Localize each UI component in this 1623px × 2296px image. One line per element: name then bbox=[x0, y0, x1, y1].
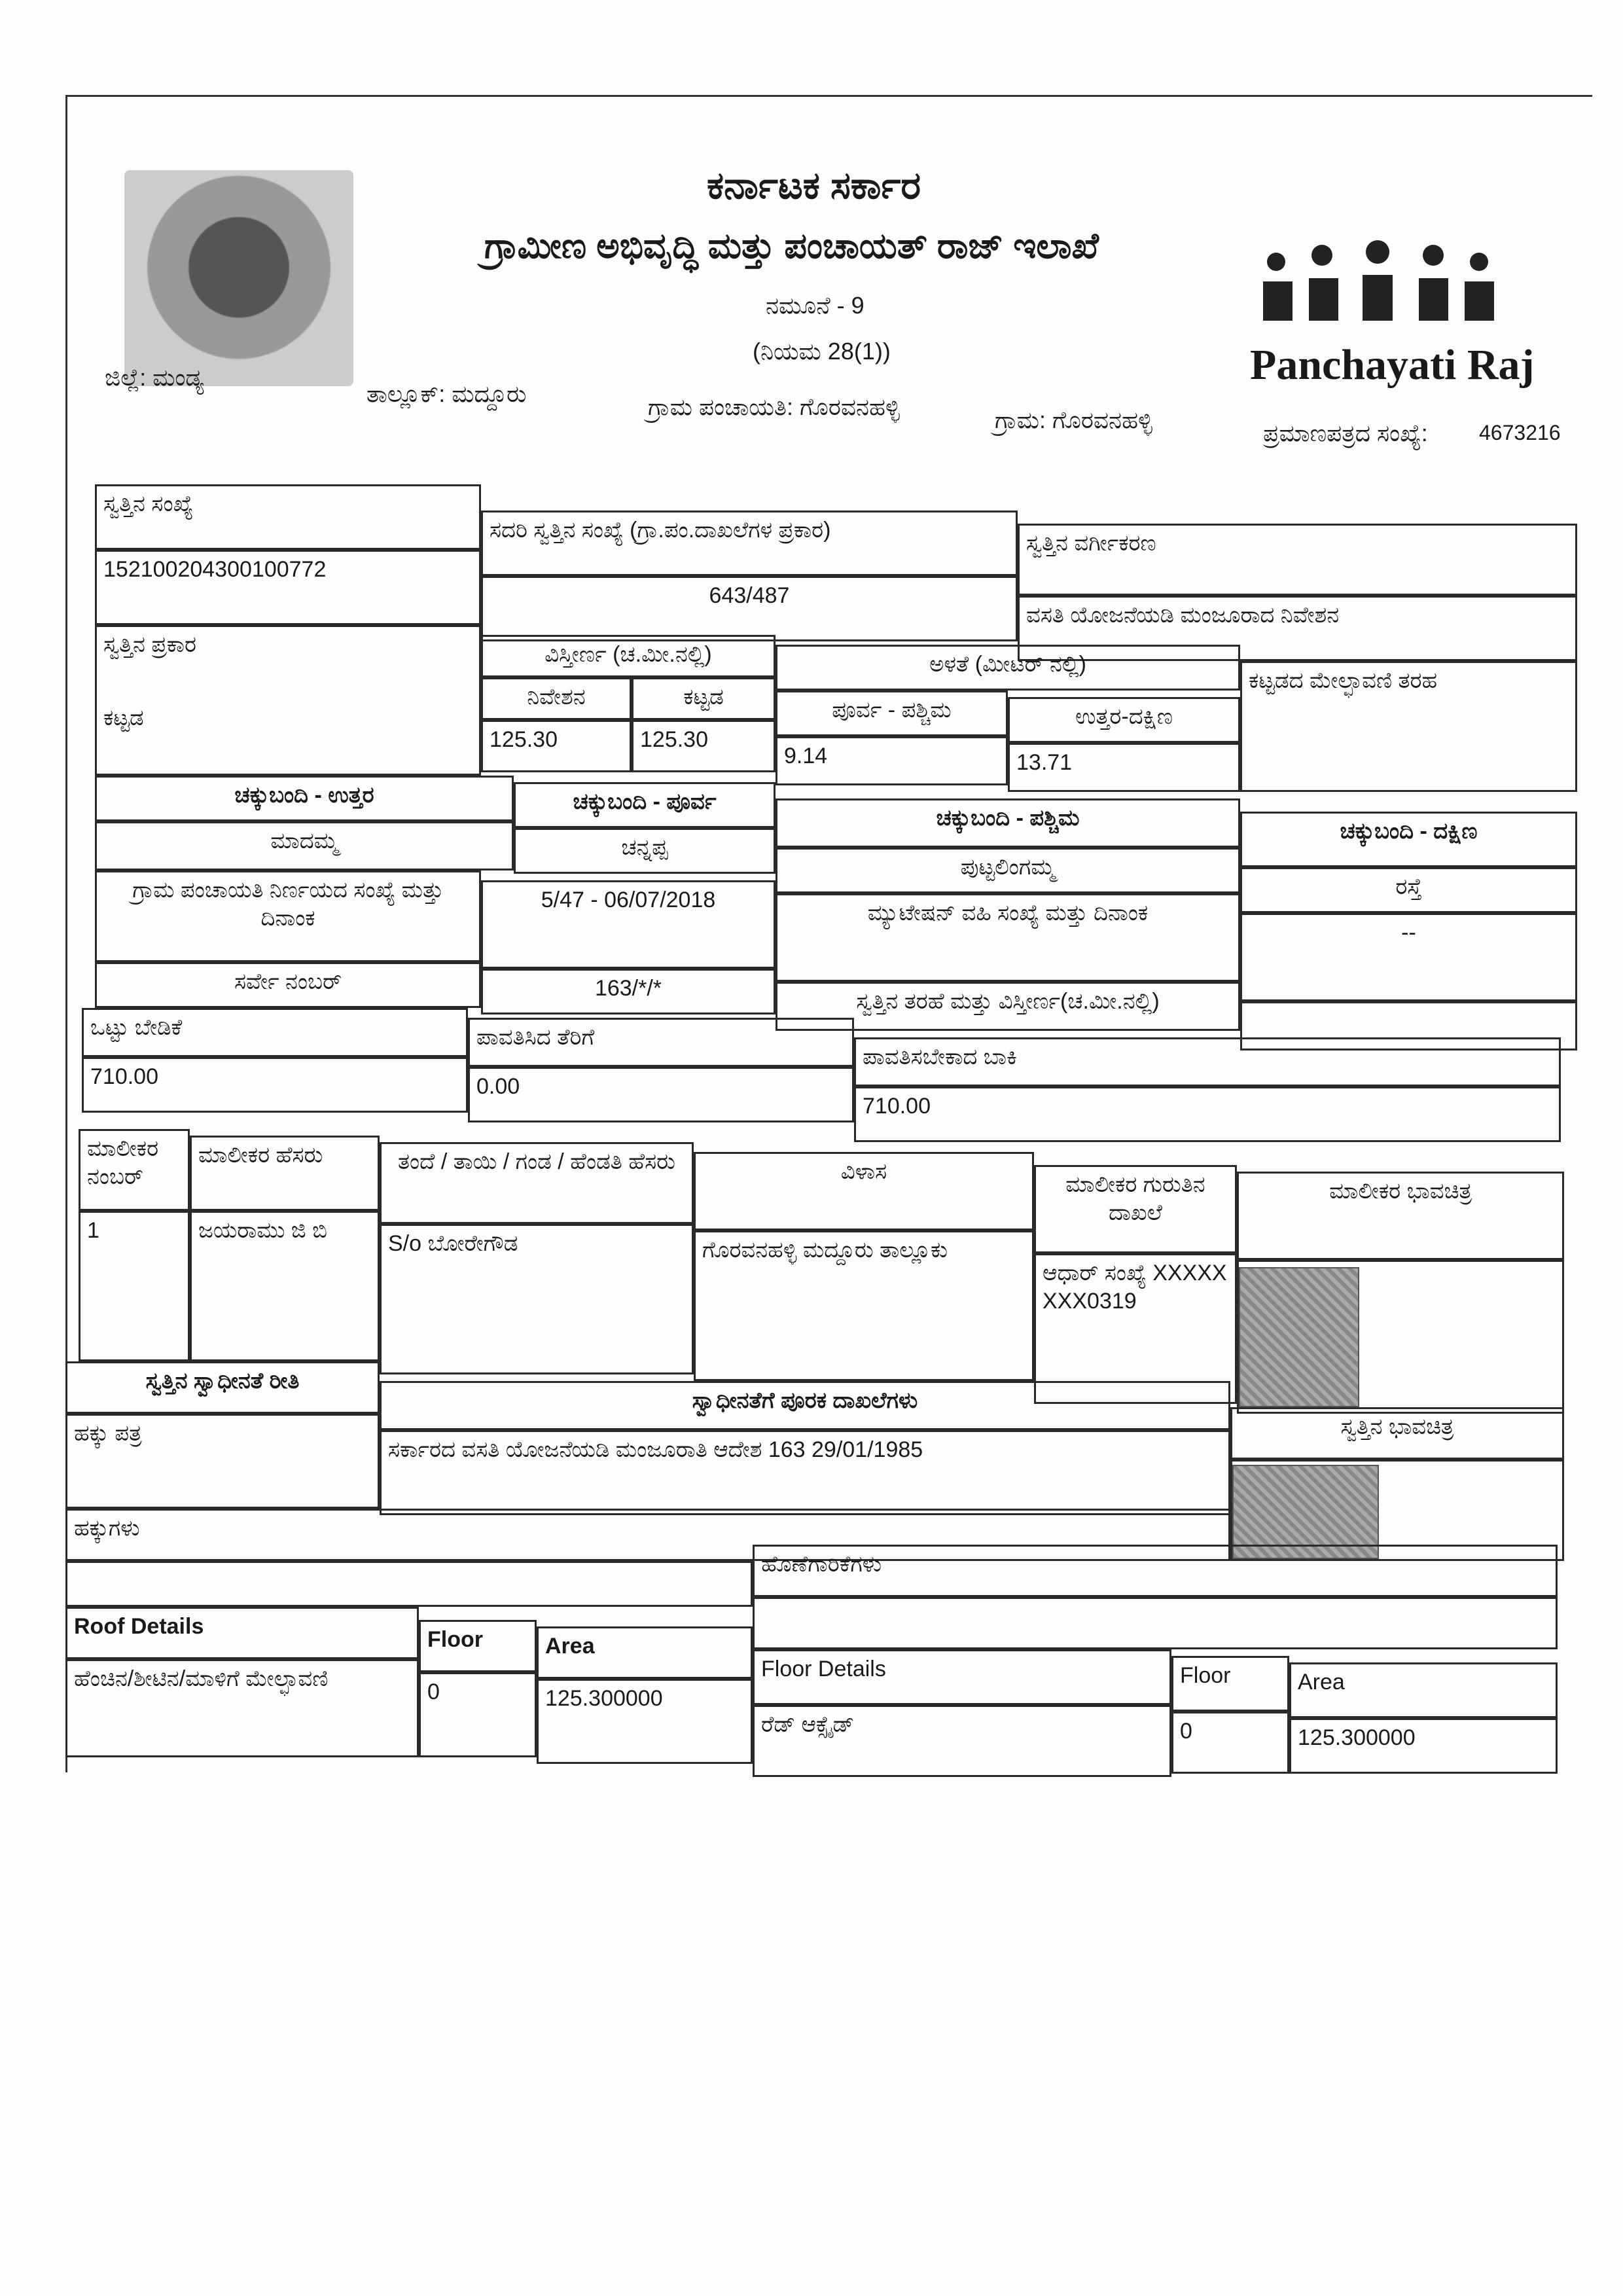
area-label: ವಿಸ್ತೀರ್ಣ (ಚ.ಮೀ.ನಲ್ಲಿ) bbox=[481, 635, 776, 677]
due-label: ಪಾವತಿಸಬೇಕಾದ ಬಾಕಿ bbox=[854, 1037, 1561, 1086]
floor-title: Floor Details bbox=[753, 1649, 1171, 1705]
roof-title: Roof Details bbox=[65, 1607, 419, 1659]
rights-label: ಹಕ್ಕುಗಳು bbox=[65, 1509, 1230, 1561]
south-boundary: ರಸ್ತೆ bbox=[1240, 867, 1577, 913]
liabilities-label: ಹೊಣೆಗಾರಿಕೆಗಳು bbox=[753, 1545, 1558, 1597]
roof-floor: 0 bbox=[419, 1672, 537, 1757]
east-boundary: ಚನ್ನಪ್ಪ bbox=[514, 828, 776, 874]
id-proof-label: ಮಾಲೀಕರ ಗುರುತಿನ ದಾಖಲೆ bbox=[1034, 1165, 1237, 1253]
roof-type-label: ಕಟ್ಟಡದ ಮೇಲ್ಛಾವಣಿ ತರಹ bbox=[1240, 661, 1577, 792]
north-south: 13.71 bbox=[1008, 743, 1240, 792]
demand-label: ಒಟ್ಟು ಬೇಡಿಕೆ bbox=[82, 1008, 468, 1057]
survey-label: ಸರ್ವೇ ನಂಬರ್ bbox=[95, 962, 481, 1008]
classification-label: ಸ್ವತ್ತಿನ ವರ್ಗೀಕರಣ bbox=[1018, 524, 1577, 596]
building-label: ಕಟ್ಟಡ bbox=[632, 677, 776, 720]
floor-floor: 0 bbox=[1171, 1712, 1289, 1774]
north-boundary: ಮಾದಮ್ಮ bbox=[95, 821, 514, 870]
north-label: ಚಕ್ಕುಬಂದಿ - ಉತ್ತರ bbox=[95, 776, 514, 821]
roof-floor-label: Floor bbox=[419, 1620, 537, 1672]
sadari-number: 643/487 bbox=[481, 576, 1018, 641]
site-area: 125.30 bbox=[481, 720, 632, 772]
property-photo-label: ಸ್ವತ್ತಿನ ಭಾವಚಿತ್ರ bbox=[1230, 1407, 1564, 1460]
property-id-label: ಸ್ವತ್ತಿನ ಸಂಖ್ಯೆ bbox=[95, 484, 481, 550]
certificate-label: ಪ್ರಮಾಣಪತ್ರದ ಸಂಖ್ಯೆ: bbox=[1263, 420, 1428, 446]
floor-area: 125.300000 bbox=[1289, 1718, 1558, 1774]
ownership-mode: ಹಕ್ಕು ಪತ್ರ bbox=[65, 1414, 380, 1509]
owner-id-proof: ಆಧಾರ್ ಸಂಖ್ಯೆ XXXXXXXX0319 bbox=[1034, 1253, 1237, 1404]
property-id: 152100204300100772 bbox=[95, 550, 481, 625]
liabilities-value bbox=[753, 1597, 1558, 1649]
dimensions-label: ಅಳತೆ (ಮೀಟರ್ ನಲ್ಲಿ) bbox=[776, 645, 1240, 691]
resolution-value: 5/47 - 06/07/2018 bbox=[481, 880, 776, 969]
district: ಜಿಲ್ಲೆ: ಮಂಡ್ಯ bbox=[105, 364, 204, 391]
supporting-docs: ಸರ್ಕಾರದ ವಸತಿ ಯೋಜನೆಯಡಿ ಮಂಜೂರಾತಿ ಆದೇಶ 163 29/01/1985 bbox=[380, 1430, 1230, 1515]
east-label: ಚಕ್ಕುಬಂದಿ - ಪೂರ್ವ bbox=[514, 782, 776, 828]
north-south-label: ಉತ್ತರ-ದಕ್ಷಿಣ bbox=[1008, 697, 1240, 743]
dept-title: ಗ್ರಾಮೀಣ ಅಭಿವೃದ್ಧಿ ಮತ್ತು ಪಂಚಾಯತ್ ರಾಜ್ ಇಲಾಖೆ bbox=[484, 226, 1099, 266]
gram-panchayat: ಗ್ರಾಮ ಪಂಚಾಯತಿ: ಗೊರವನಹಳ್ಳಿ bbox=[648, 393, 900, 420]
owner-name-label: ಮಾಲೀಕರ ಹೆಸರು bbox=[190, 1136, 380, 1211]
property-type: ಕಟ್ಟಡ bbox=[95, 700, 481, 776]
owner-address: ಗೊರವನಹಳ್ಳಿ ಮದ್ದೂರು ತಾಲ್ಲೂಕು bbox=[694, 1230, 1034, 1381]
state-emblem-icon bbox=[124, 170, 353, 386]
floor-floor-label: Floor bbox=[1171, 1656, 1289, 1712]
ownership-mode-label: ಸ್ವತ್ತಿನ ಸ್ವಾಧೀನತೆ ರೀತಿ bbox=[65, 1361, 380, 1414]
mutation-value: -- bbox=[1240, 913, 1577, 1001]
sadari-label: ಸದರಿ ಸ್ವತ್ತಿನ ಸಂಖ್ಯೆ (ಗ್ರಾ.ಪಂ.ದಾಖಲೆಗಳ ಪ್ರಕಾರ) bbox=[481, 511, 1018, 576]
west-label: ಚಕ್ಕುಬಂದಿ - ಪಶ್ಚಿಮ bbox=[776, 798, 1240, 848]
parent-name: S/o ಬೋರೇಗೌಡ bbox=[380, 1224, 694, 1374]
roof-type: ಹೆಂಚಿನ/ಶೀಟಿನ/ಮಾಳಿಗೆ ಮೇಲ್ಛಾವಣಿ bbox=[65, 1659, 419, 1757]
logo-text: Panchayati Raj bbox=[1250, 341, 1535, 389]
address-label: ವಿಳಾಸ bbox=[694, 1152, 1034, 1230]
site-label: ನಿವೇಶನ bbox=[481, 677, 632, 720]
property-type-label: ಸ್ವತ್ತಿನ ಪ್ರಕಾರ bbox=[95, 625, 481, 776]
building-area: 125.30 bbox=[632, 720, 776, 772]
nature-label: ಸ್ವತ್ತಿನ ತರಹೆ ಮತ್ತು ವಿಸ್ತೀರ್ಣ(ಚ.ಮೀ.ನಲ್ಲಿ) bbox=[776, 982, 1240, 1031]
due: 710.00 bbox=[854, 1086, 1561, 1142]
resolution-label: ಗ್ರಾಮ ಪಂಚಾಯತಿ ನಿರ್ಣಯದ ಸಂಖ್ಯೆ ಮತ್ತು ದಿನಾಂಕ bbox=[95, 870, 481, 962]
roof-area-label: Area bbox=[537, 1626, 753, 1679]
rule-number: (ನಿಯಮ 28(1)) bbox=[753, 338, 891, 365]
east-west: 9.14 bbox=[776, 736, 1008, 785]
survey-number: 163/*/* bbox=[481, 969, 776, 1014]
village: ಗ್ರಾಮ: ಗೊರವನಹಳ್ಳಿ bbox=[995, 406, 1152, 433]
roof-area: 125.300000 bbox=[537, 1679, 753, 1764]
form-number: ನಮೂನೆ - 9 bbox=[766, 292, 865, 319]
south-label: ಚಕ್ಕುಬಂದಿ - ದಕ್ಷಿಣ bbox=[1240, 812, 1577, 867]
owner-photo-label: ಮಾಲೀಕರ ಭಾವಚಿತ್ರ bbox=[1237, 1172, 1564, 1260]
parent-label: ತಂದೆ / ತಾಯಿ / ಗಂಡ / ಹೆಂಡತಿ ಹೆಸರು bbox=[380, 1142, 694, 1224]
mutation-label: ಮ್ಯುಟೇಷನ್ ವಹಿ ಸಂಖ್ಯೆ ಮತ್ತು ದಿನಾಂಕ bbox=[776, 893, 1240, 982]
paid: 0.00 bbox=[468, 1067, 854, 1122]
certificate-number: 4673216 bbox=[1479, 421, 1561, 444]
owner-no: 1 bbox=[79, 1211, 190, 1361]
owner-no-label: ಮಾಲೀಕರ ನಂಬರ್ bbox=[79, 1129, 190, 1211]
paid-label: ಪಾವತಿಸಿದ ತೆರಿಗೆ bbox=[468, 1018, 854, 1067]
owner-name: ಜಯರಾಮು ಜಿ ಬಿ bbox=[190, 1211, 380, 1361]
owner-photo-cell bbox=[1237, 1260, 1564, 1414]
east-west-label: ಪೂರ್ವ - ಪಶ್ಚಿಮ bbox=[776, 691, 1008, 736]
west-boundary: ಪುಟ್ಟಲಿಂಗಮ್ಮ bbox=[776, 848, 1240, 893]
classification: ವಸತಿ ಯೋಜನೆಯಡಿ ಮಂಜೂರಾದ ನಿವೇಶನ bbox=[1018, 596, 1577, 661]
rights-value bbox=[65, 1561, 753, 1607]
floor-area-label: Area bbox=[1289, 1662, 1558, 1718]
taluk: ತಾಲ್ಲೂಕ್: ಮದ್ದೂರು bbox=[366, 380, 527, 407]
govt-title: ಕರ್ನಾಟಕ ಸರ್ಕಾರ bbox=[707, 164, 921, 207]
supporting-docs-label: ಸ್ವಾಧೀನತೆಗೆ ಪೂರಕ ದಾಖಲೆಗಳು bbox=[380, 1381, 1230, 1430]
owner-photo bbox=[1239, 1267, 1359, 1407]
panchayati-raj-logo-icon bbox=[1250, 236, 1505, 327]
floor-type: ರೆಡ್ ಆಕ್ಸೈಡ್ bbox=[753, 1705, 1171, 1777]
demand: 710.00 bbox=[82, 1057, 468, 1113]
